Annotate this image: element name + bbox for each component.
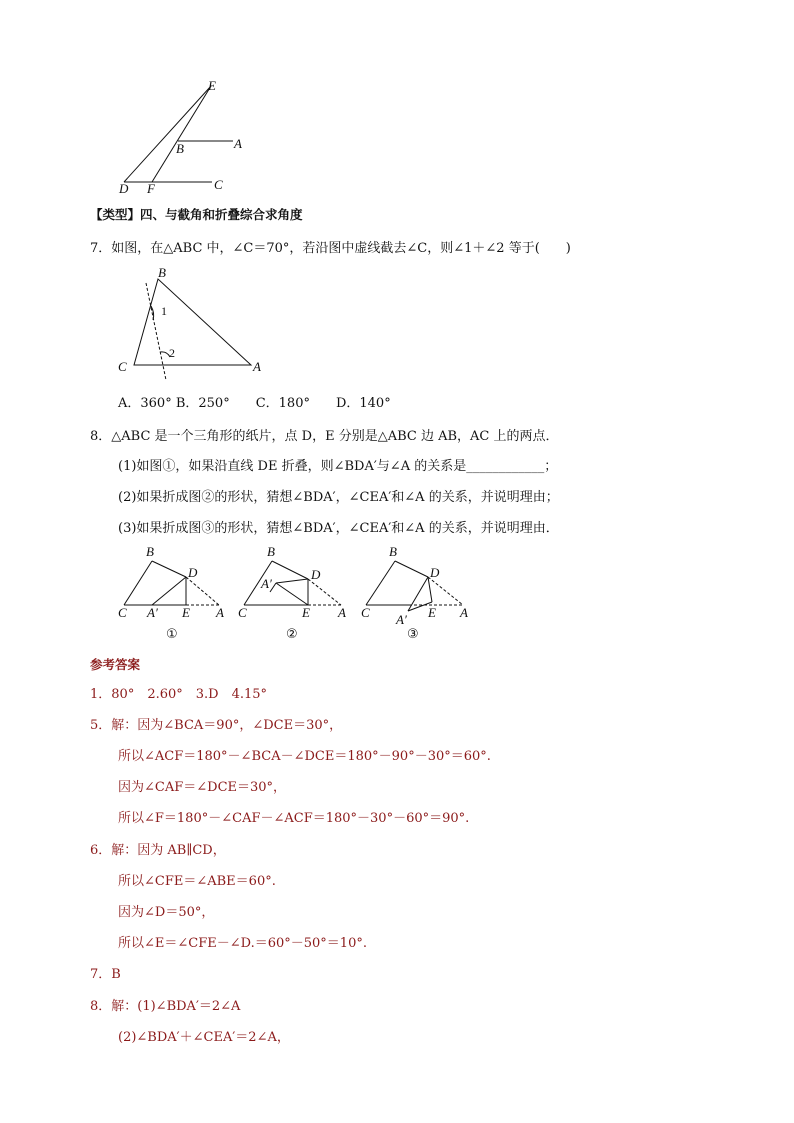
answer-7: 7．B (90, 967, 121, 982)
fig2-caption: ② (286, 627, 298, 642)
label-b: B (176, 141, 184, 156)
answer-8-line-2: (2)∠BDA′＋∠CEA′＝2∠A， (118, 1030, 290, 1045)
fig3-label-a: A (460, 605, 468, 620)
q8-stem: 8．△ABC 是一个三角形的纸片，点 D，E 分别是△ABC 边 AB，AC 上的两点． (90, 429, 559, 444)
answer-5-line-3: 因为∠CAF＝∠DCE＝30°， (118, 780, 287, 795)
fig3-label-ap: A′ (396, 612, 407, 627)
q7-label-b: B (158, 265, 166, 280)
label-a: A (234, 136, 242, 151)
q7-options: A．360° B．250° C．180° D．140° (118, 396, 391, 411)
q8-figure-3 (361, 544, 468, 642)
answer-6-line-4: 所以∠E＝∠CFE－∠D.＝60°－50°＝10°. (118, 936, 367, 951)
label-c: C (214, 177, 223, 192)
fig1-label-d: D (188, 565, 198, 580)
q7-stem: 7．如图，在△ABC 中，∠C＝70°，若沿图中虚线截去∠C，则∠1＋∠2 等于( ) (90, 241, 571, 256)
answer-6-line-1: 6．解：因为 AB∥CD， (90, 843, 226, 858)
q8-part2: (2)如果折成图②的形状，猜想∠BDA′，∠CEA′和∠A 的关系，并说明理由； (118, 490, 559, 505)
fig1-label-c: C (118, 605, 127, 620)
label-d: D (119, 181, 129, 196)
fig1-caption: ① (166, 627, 178, 642)
answers-line-1: 1．80° 2.60° 3.D 4.15° (90, 687, 268, 702)
q8-figure-1 (118, 544, 224, 642)
fig2-label-e: E (302, 605, 310, 620)
fig2-label-d: D (311, 567, 321, 582)
q8-figure-2 (238, 544, 346, 642)
label-e: E (208, 78, 216, 93)
fig3-label-b: B (389, 544, 397, 559)
fig3-label-d: D (430, 565, 440, 580)
q7-label-a: A (253, 359, 261, 374)
fig3-label-c: C (361, 605, 370, 620)
fig2-label-ap: A′ (261, 576, 272, 591)
label-f: F (147, 181, 155, 196)
answer-5-line-2: 所以∠ACF＝180°－∠BCA－∠DCE＝180°－90°－30°＝60°. (118, 749, 491, 764)
q7-label-2: 2 (169, 346, 175, 360)
fig1-label-b: B (146, 544, 154, 559)
q7-label-c: C (118, 359, 127, 374)
fig3-label-e: E (428, 605, 436, 620)
fig2-label-b: B (267, 544, 275, 559)
q8-part3: (3)如果折成图③的形状，猜想∠BDA′，∠CEA′和∠A 的关系，并说明理由． (118, 521, 559, 536)
section-heading: 【类型】四、与截角和折叠综合求角度 (90, 207, 303, 222)
fig2-label-c: C (238, 605, 247, 620)
answer-5-line-4: 所以∠F＝180°－∠CAF－∠ACF＝180°－30°－60°＝90°. (118, 811, 470, 826)
answer-6-line-2: 所以∠CFE＝∠ABE＝60°. (118, 874, 276, 889)
fig3-caption: ③ (407, 627, 419, 642)
answer-5-line-1: 5．解：因为∠BCA＝90°，∠DCE＝30°， (90, 718, 343, 733)
fig1-label-ap: A′ (147, 605, 158, 620)
answers-title: 参考答案 (90, 657, 141, 672)
fig1-label-a: A (216, 605, 224, 620)
fig1-label-e: E (182, 605, 190, 620)
q8-part1: (1)如图①，如果沿直线 DE 折叠，则∠BDA′与∠A 的关系是____________； (118, 459, 558, 474)
fig2-label-a: A (338, 605, 346, 620)
answer-8-line-1: 8．解：(1)∠BDA′＝2∠A (90, 999, 241, 1014)
q7-label-1: 1 (161, 304, 167, 318)
answer-6-line-3: 因为∠D＝50°， (118, 905, 215, 920)
